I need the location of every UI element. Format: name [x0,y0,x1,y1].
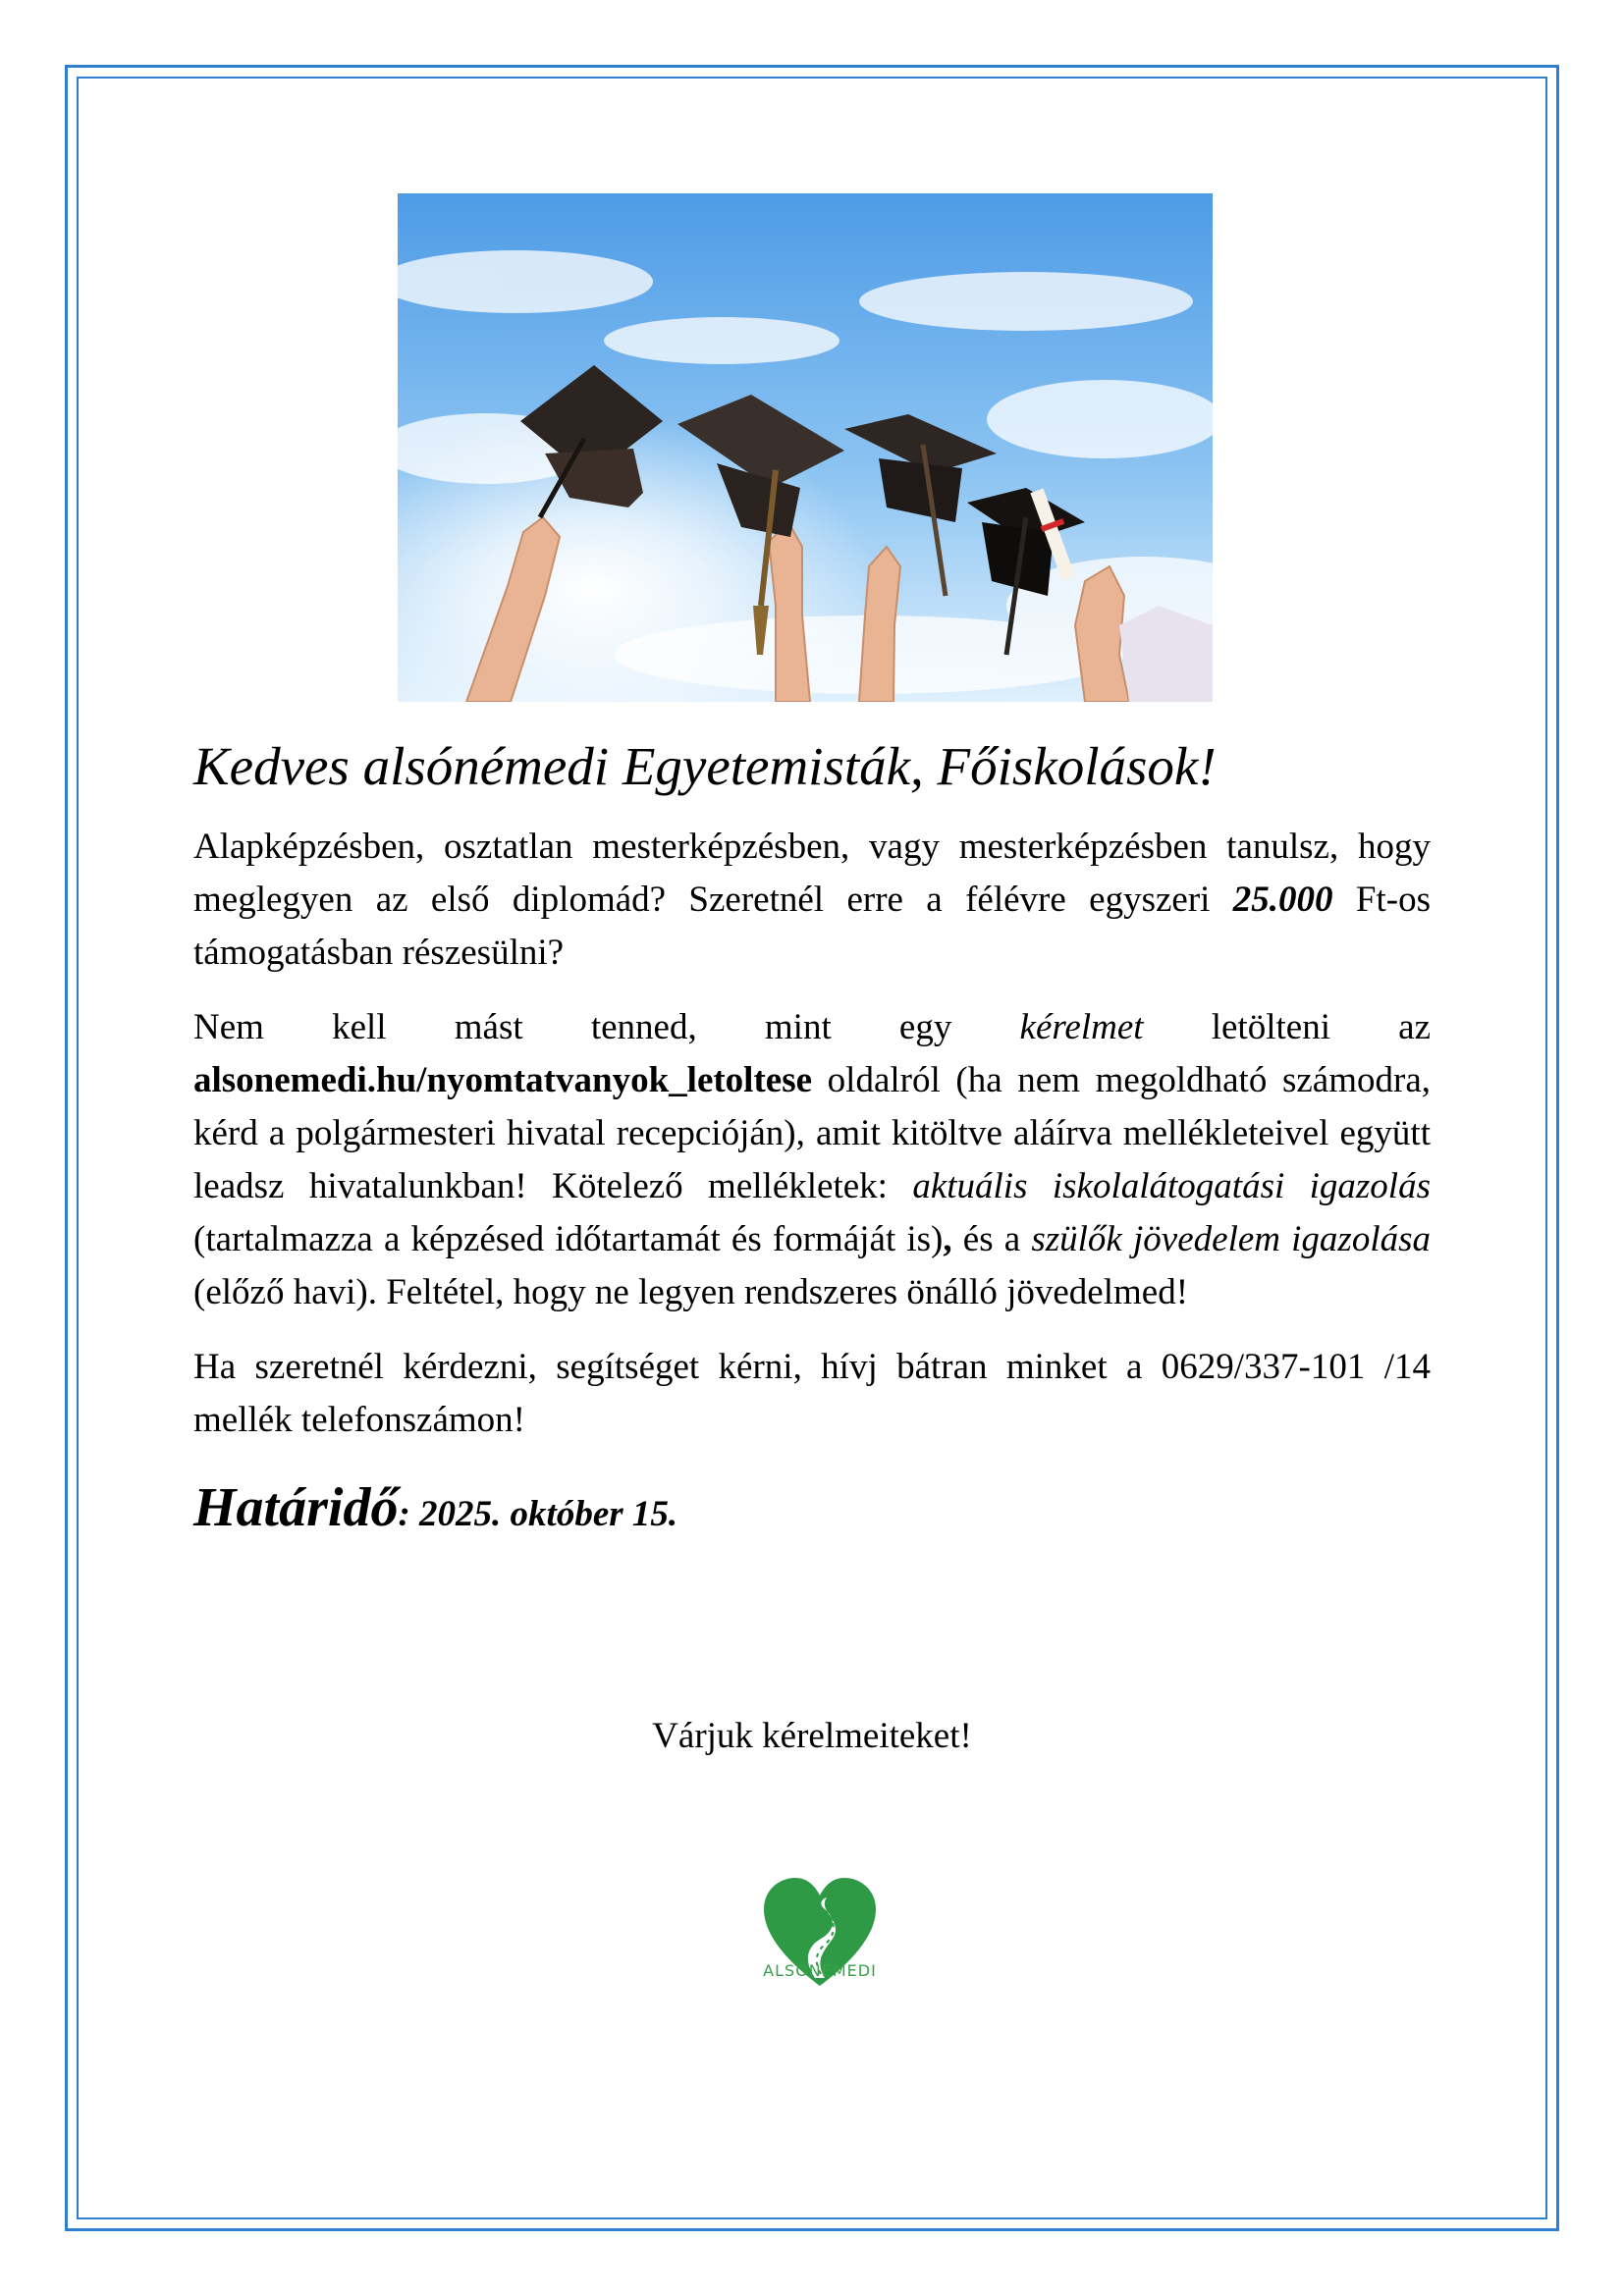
text: Alapképzésben, osztatlan mesterképzésben, vagy mesterképzésben tanulsz, hogy meglegyen az első diplomád? Szeretnél erre a félévre egyszeri [193,827,1431,920]
deadline-label: Határidő [193,1477,399,1538]
text: (tartalmazza a képzésed időtartamát és formáját is) [193,1219,944,1259]
deadline-date: : 2025. október 15. [398,1494,678,1534]
text: (előző havi). Feltétel, hogy ne legyen rendszeres önálló jövedelmed! [193,1272,1189,1312]
text: és a [951,1219,1032,1259]
greeting-heading: Kedves alsónémedi Egyetemisták, Főiskolások! [193,736,1217,796]
logo-wordmark: ALSÓNÉMEDI [763,1961,877,1980]
attachment-parents-income: szülők jövedelem igazolása [1031,1219,1431,1259]
paragraph-eligibility [193,821,1431,980]
letter-body [193,734,1431,1561]
paragraph-instructions [193,1001,1431,1319]
emphasis-request: kérelmet [1019,1007,1144,1047]
closing-line: Várjuk kérelmeiteket! [652,1716,972,1756]
text: Nem kell mást tenned, mint egy [193,1007,1020,1047]
text: , [943,1219,952,1259]
amount: 25.000 [1232,880,1333,920]
attachment-school-certificate: aktuális iskolalátogatási igazolás [912,1166,1431,1206]
deadline [193,1468,1431,1561]
paragraph-contact: Ha szeretnél kérdezni, segítséget kérni, hívj bátran minket a 0629/337-101 /14 mellék telefonszámon! [193,1347,1431,1440]
graduation-caps-illustration [398,193,1213,702]
text: Ft-os támogatásban részesülni? [193,880,1431,973]
graduation-caps-photo [398,193,1213,702]
website-url: alsonemedi.hu/nyomtatvanyok_letoltese [193,1060,813,1100]
text: letölteni az [1143,1007,1432,1047]
text: oldalról (ha nem megoldható számodra, kérd a polgármesteri hivatal recepcióján), amit kitöltve aláírva mellékleteivel együtt leadsz hivatalunkban! Kötelező mellékletek: [193,1060,1431,1206]
